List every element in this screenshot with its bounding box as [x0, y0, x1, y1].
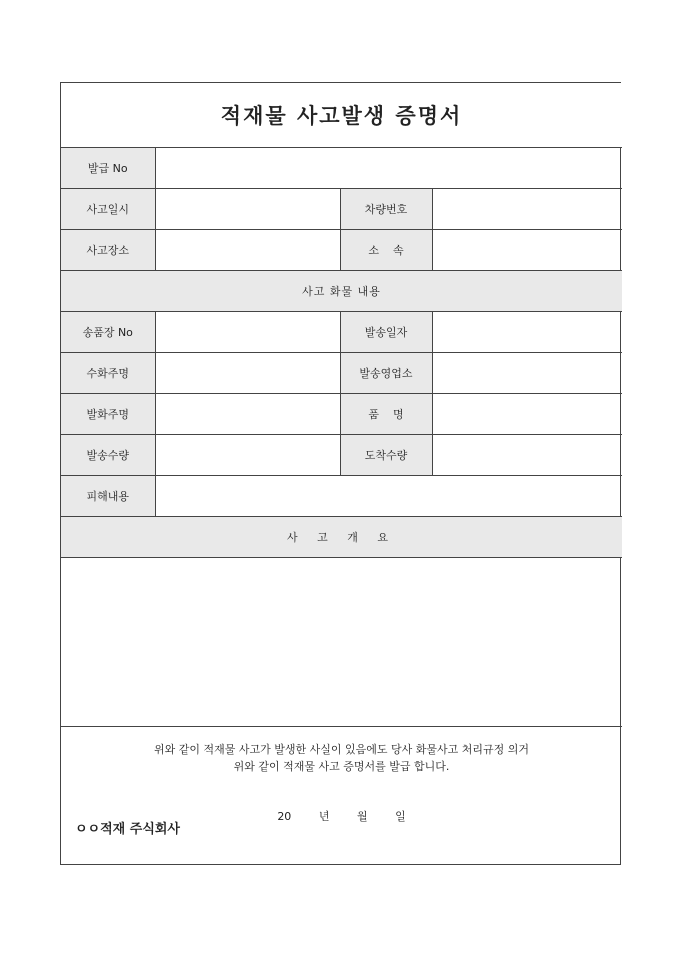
consignor-field[interactable]	[155, 394, 340, 435]
accident-place-label: 사고장소	[61, 230, 155, 271]
document-title: 적재물 사고발생 증명서	[61, 83, 622, 148]
accident-place-field[interactable]	[155, 230, 340, 271]
affiliation-label: 소 속	[340, 230, 432, 271]
consignee-label: 수화주명	[61, 353, 155, 394]
date-year-prefix: 20	[277, 810, 292, 823]
ship-date-field[interactable]	[432, 312, 622, 353]
vehicle-no-label: 차량번호	[340, 189, 432, 230]
consignor-label: 발화주명	[61, 394, 155, 435]
certificate-form	[60, 82, 621, 865]
ship-qty-field[interactable]	[155, 435, 340, 476]
item-name-field[interactable]	[432, 394, 622, 435]
issue-no-label: 발급 No	[61, 148, 155, 189]
damage-field[interactable]	[155, 476, 622, 517]
consignee-field[interactable]	[155, 353, 340, 394]
ship-date-label: 발송일자	[340, 312, 432, 353]
certificate-footer	[61, 727, 622, 858]
waybill-no-label: 송품장 No	[61, 312, 155, 353]
item-name-label: 품 명	[340, 394, 432, 435]
certificate-table	[61, 83, 622, 857]
ship-qty-label: 발송수량	[61, 435, 155, 476]
statement-line-2: 위와 같이 적재물 사고 증명서를 발급 합니다.	[233, 760, 450, 773]
cargo-section-header: 사고 화물 내용	[61, 271, 622, 312]
arrival-qty-field[interactable]	[432, 435, 622, 476]
statement-line-1: 위와 같이 적재물 사고가 발생한 사실이 있음에도 당사 화물사고 처리규정 의거	[154, 743, 530, 756]
affiliation-field[interactable]	[432, 230, 622, 271]
ship-office-label: 발송영업소	[340, 353, 432, 394]
ship-office-field[interactable]	[432, 353, 622, 394]
accident-datetime-field[interactable]	[155, 189, 340, 230]
overview-field[interactable]	[61, 558, 622, 727]
accident-datetime-label: 사고일시	[61, 189, 155, 230]
waybill-no-field[interactable]	[155, 312, 340, 353]
company-name: ㅇㅇ적재 주식회사	[75, 822, 180, 837]
vehicle-no-field[interactable]	[432, 189, 622, 230]
issue-no-field[interactable]	[155, 148, 622, 189]
statement	[61, 741, 622, 775]
date-year: 년	[318, 810, 330, 823]
damage-label: 피해내용	[61, 476, 155, 517]
overview-section-header: 사 고 개 요	[61, 517, 622, 558]
date-day: 일	[395, 810, 406, 823]
arrival-qty-label: 도착수량	[340, 435, 432, 476]
date-month: 월	[356, 810, 368, 823]
